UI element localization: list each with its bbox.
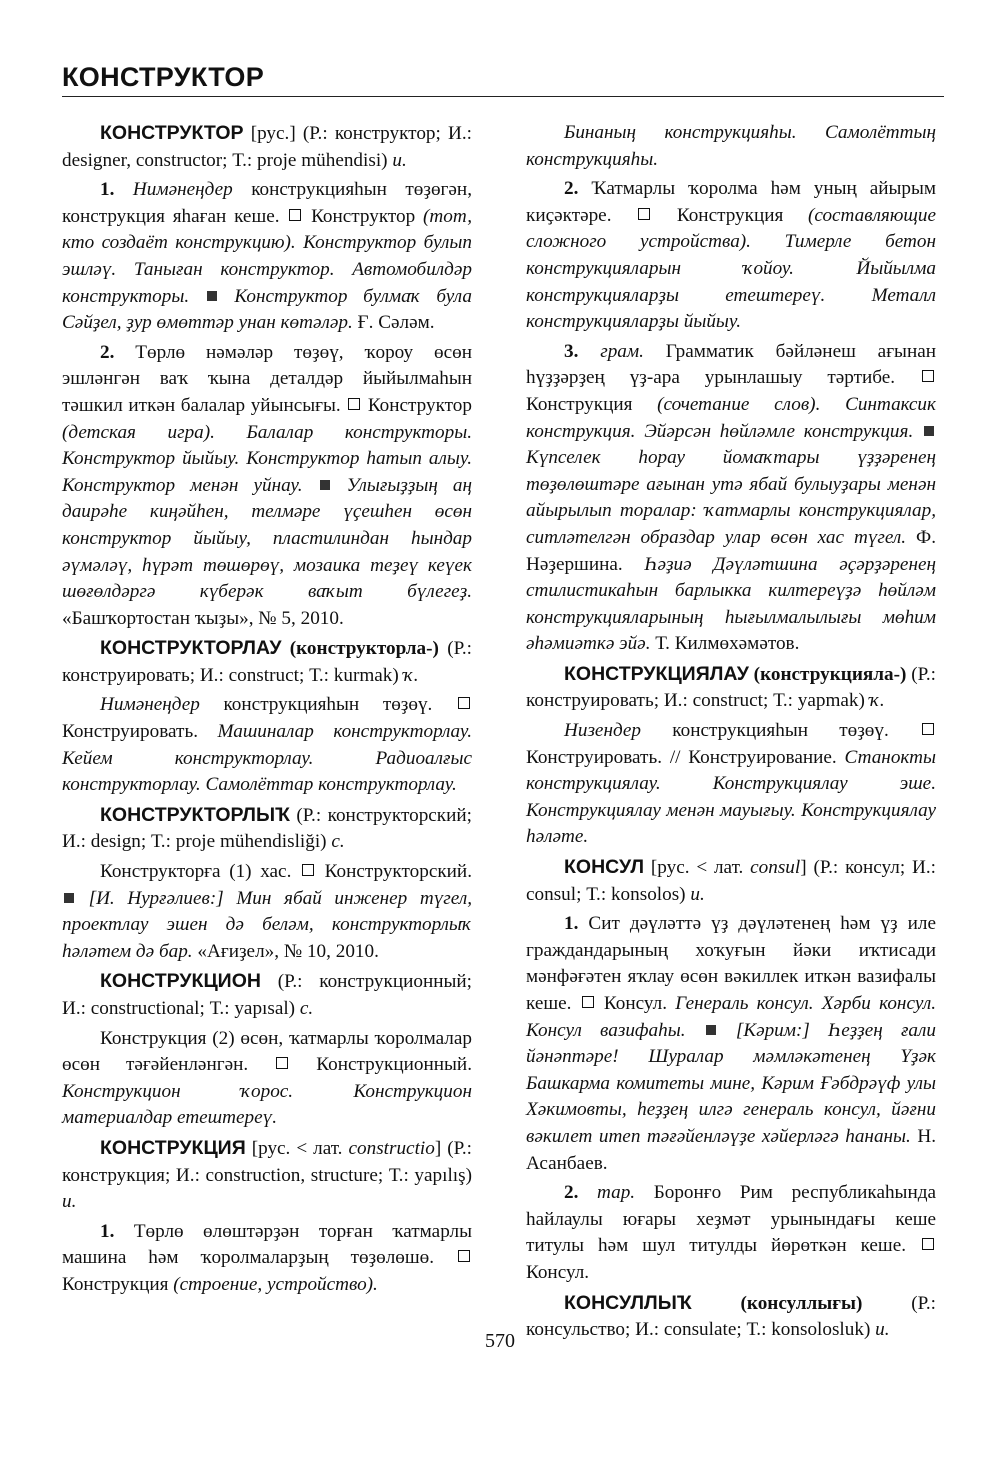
entry-text: конструкцияһын төҙөү.	[641, 720, 920, 742]
entry-text: «Ағиҙел», № 10, 2010.	[197, 940, 379, 962]
entry-paragraph	[62, 802, 472, 856]
entry-text: Нимәнеңдер	[132, 179, 233, 201]
entry-text: и.	[690, 883, 705, 905]
entry-paragraph	[526, 854, 936, 908]
entry-text: Генераль консул. Хәрби консул. Консул вазифаһы.	[526, 993, 937, 1041]
headword: КОНСУЛ	[564, 856, 645, 879]
right-column	[526, 120, 936, 1347]
entry-paragraph	[62, 859, 472, 965]
entry-text: [рус. < лат.	[644, 857, 751, 879]
entry-text: Конструкцион ҡорос. Конструкцион материалдар етештереү.	[62, 1080, 472, 1129]
equivalent-square-icon	[302, 864, 314, 876]
headword: КОНСУЛЛЫҠ	[564, 1291, 692, 1314]
entry-text: Бинаның конструкцияһы. Самолёттың конструкцияһы.	[526, 122, 936, 170]
entry-text: [И. Нурғәлиев:] Мин ябай инженер түгел, проектлау эшен дә беләм, конструкторлыҡ һәләтем дә бар.	[62, 887, 472, 962]
entry-paragraph	[62, 635, 472, 689]
entry-text: Конструировать.	[62, 721, 218, 743]
entry-text: Ф. Нәҙершина.	[526, 526, 936, 575]
entry-paragraph	[526, 120, 936, 173]
entry-text: (детская игра). Балалар конструкторы. Конструктор йыйыу. Конструктор һатып алыу. Конструктор менән уйнау.	[62, 421, 472, 496]
entry-text: Сит дәүләттә үҙ дәүләтенең һәм үҙ иле граждандарының хоҡуғын йәки иҡтисади мәнфәғәтен яҡлау өсөн вәкиллек иткән вазифалы кеше.	[526, 913, 936, 1014]
entry-text: Грамматик бәйләнеш ағынан һүҙҙәрҙең үҙ-ара урынлашыу тәртибе.	[526, 340, 937, 389]
entry-text: Конструктор булмаҡ була Сәйҙел, ҙур өмөттәр унан көтәләр.	[62, 285, 472, 334]
entry-paragraph	[526, 339, 936, 658]
running-head: КОНСТРУКТОР	[62, 62, 265, 92]
headword: КОНСТРУКЦИОН	[100, 970, 261, 993]
entry-text: Т. Килмөхәмәтов.	[655, 633, 800, 655]
entry-text: (тот, кто создаёт конструкцию). Конструктор булып эшләү. Таныған конструктор. Автомобилдәр конструкторы.	[62, 205, 472, 307]
entry-text: Консул.	[526, 1261, 590, 1283]
entry-paragraph	[62, 1135, 472, 1216]
entry-text: Конструкция (2) өсөн, ҡатмарлы ҡоролмалар өсөн тәғәйенләнгән.	[62, 1027, 472, 1076]
page-number: 570	[485, 1330, 515, 1352]
entry-text: constructio	[348, 1137, 435, 1159]
equivalent-square-icon	[458, 1250, 470, 1262]
example-block-icon	[706, 1025, 716, 1035]
entry-text: (Р.: конструировать; И.: construct; Т.: yapmak)	[526, 663, 936, 712]
entry-text: Һәҙиә Дәүләтшина әҫәрҙәренең стилистикаһын барлыкка килтереүҙә һөйләм конструкцияларының һығылмалылығы мөһим әһәмиәткә эйә.	[526, 553, 936, 655]
entry-text: (составляющие сложного устройства). Тимерле бетон конструкцияларын ҡойоу. Йыйылма конструкцияларҙы етештереү. Металл конструкцияларҙы йыйыу.	[526, 204, 936, 333]
equivalent-square-icon	[922, 723, 934, 735]
entry-paragraph	[526, 176, 936, 336]
entry-paragraph	[62, 177, 472, 337]
entry-text: ] (Р.: консул; И.: consul; Т.: konsolos)	[526, 857, 936, 905]
entry-text: Күпселек һорау йомаҡтары үҙҙәренең төҙөлөштәре ағынан утә ябай булыуҙары менән айырылып торалар: ҡатмарлы конструкциялар, ситләтелгән образдар улар өсөн хас түгел.	[526, 447, 936, 548]
example-block-icon	[320, 480, 330, 490]
entry-text: грам.	[600, 340, 644, 362]
equivalent-square-icon	[289, 209, 301, 221]
entry-text: «Башҡортостан ҡыҙы», № 5, 2010.	[62, 607, 344, 629]
entry-text: (консуллығы)	[691, 1292, 912, 1314]
headword: КОНСТРУКТОРЛАУ	[100, 637, 282, 660]
entry-text: Машиналар конструкторлау. Кейем конструкторлау. Радиоалғыс конструкторлау. Самолёттар конструкторлау.	[62, 721, 472, 796]
entry-text: [рус.] (Р.: конструктор; И.: designer, constructor; Т.: proje mühendisi)	[62, 123, 472, 171]
equivalent-square-icon	[348, 398, 360, 410]
headword: КОНСТРУКЦИЯ	[100, 1136, 246, 1159]
entry-paragraph	[62, 692, 472, 798]
entry-text: Конструировать. // Конструирование.	[526, 746, 845, 768]
headword: КОНСТРУКЦИЯЛАУ	[564, 662, 749, 685]
entry-text: (Р.: конструкторский; И.: design; Т.: proje mühendisliği)	[62, 804, 472, 853]
entry-text: Төрлө нәмәләр төҙөү, ҡороу өсөн эшләнгән ваҡ ҡына деталдәр йыйылмаһын тәшкил иткән балалар уйынсығы.	[62, 341, 472, 416]
entry-text: и.	[392, 149, 407, 171]
entry-text: Конструкция	[526, 393, 658, 415]
entry-text: тар.	[597, 1182, 636, 1204]
entry-text: 2.	[564, 1182, 598, 1204]
entry-text: Конструкторға (1) хас.	[100, 861, 301, 883]
example-block-icon	[924, 426, 934, 436]
entry-text: (Р.: консульство; И.: consulate; Т.: konsolosluk)	[526, 1292, 936, 1341]
entry-text: Конструктор	[362, 394, 472, 416]
entry-text: и.	[62, 1191, 77, 1213]
entry-text: ҡ.	[403, 664, 419, 686]
entry-paragraph	[526, 718, 936, 851]
entry-text: Консул.	[595, 993, 676, 1014]
example-block-icon	[207, 291, 217, 301]
entry-paragraph	[526, 1180, 936, 1286]
entry-text: [Кәрим:] Һеҙҙең ғали йәнәптәре! Шуралар мәмләкәтенең Үҙәк Башкарма комитеты мине, Кәрим Ғәбдрәүф улы Хәкимовты, һеҙҙең илгә генераль консул, йәғни вәкилет итеп тәғәйенләүҙе хәйерләгә һананы.	[526, 1019, 936, 1147]
entry-text: и.	[875, 1319, 890, 1341]
entry-text: (конструкциялa-)	[748, 663, 912, 685]
entry-text: Станокты конструкциялау. Конструкциялау эше. Конструкциялау менән мауығыу. Конструкциялау һәләте.	[526, 746, 936, 848]
entry-paragraph	[62, 1026, 472, 1132]
entry-text: 3.	[564, 340, 601, 362]
entry-text: Низендер	[564, 720, 642, 742]
entry-paragraph	[62, 340, 472, 633]
entry-paragraph	[62, 968, 472, 1022]
equivalent-square-icon	[582, 996, 594, 1008]
left-column	[62, 120, 472, 1302]
entry-text: Н. Асанбаев.	[526, 1125, 936, 1174]
entry-paragraph	[526, 661, 936, 715]
entry-text: consul	[750, 857, 801, 879]
entry-text: Конструкция	[62, 1273, 174, 1295]
entry-text: конструкцияһын төҙөгән, конструкция яһаған кеше.	[62, 179, 472, 227]
entry-text: конструкцияһын төҙөү.	[199, 694, 456, 716]
equivalent-square-icon	[922, 370, 934, 382]
entry-text: (конструкторла-)	[281, 638, 448, 660]
entry-text: 1.	[564, 913, 589, 935]
equivalent-square-icon	[458, 697, 470, 709]
entry-text: Төрлө өлөштәрҙән торған ҡатмарлы машина һәм ҡоролмаларҙың төҙөлөшө.	[62, 1220, 472, 1269]
equivalent-square-icon	[276, 1057, 288, 1069]
entry-text: Нимәнеңдер	[100, 694, 200, 716]
entry-text: с.	[299, 998, 314, 1019]
headword: КОНСТРУКТОРЛЫҠ	[100, 803, 290, 826]
entry-text: (строение, устройство).	[173, 1273, 378, 1295]
entry-text: 1.	[100, 1220, 134, 1242]
entry-text: 1.	[100, 179, 133, 201]
entry-text: ҡ.	[869, 690, 885, 712]
entry-text: Боронғо Рим республикаһында һайлаулы юғары хеҙмәт урынындағы кеше титулы һәм шул титулды йөрөткән кеше.	[526, 1182, 936, 1257]
entry-text: Улығыҙҙың аң даирәһе киңәйһен, телмәре үҫешһен өсөн конструктор йыйыу, пластилиндан һындар әүмәләү, һүрәт төшөрөү, мозаика теҙеү кеүек шөғөлдәргә күберәк ваҡыт бүлегеҙ.	[62, 474, 472, 603]
equivalent-square-icon	[922, 1238, 934, 1250]
entry-text: 2.	[100, 341, 136, 363]
headword: КОНСТРУКТОР	[100, 122, 244, 144]
entry-text: Ғ. Сәләм.	[357, 312, 435, 334]
example-block-icon	[64, 893, 74, 903]
equivalent-square-icon	[638, 208, 650, 220]
entry-paragraph	[62, 120, 472, 174]
entry-text: ] (Р.: конструкция; И.: construction, structure; Т.: yapılış)	[62, 1137, 472, 1186]
entry-text: (сочетание слов). Синтаксик конструкция. Эйәрсән һөйләмле конструкция.	[526, 393, 936, 442]
entry-text: [рус. < лат.	[245, 1137, 349, 1159]
entry-text: 2.	[564, 178, 592, 200]
entry-text: Конструкция	[652, 204, 809, 226]
entry-paragraph	[526, 911, 936, 1177]
entry-paragraph	[62, 1219, 472, 1299]
header-rule	[62, 96, 944, 97]
entry-text: с.	[331, 831, 345, 853]
entry-text: Конструкционный.	[290, 1054, 472, 1076]
entry-text: (Р.: конструировать; И.: construct; Т.: kurmak)	[62, 638, 472, 686]
entry-text: Конструкторский.	[316, 861, 472, 883]
entry-text: Конструктор	[303, 205, 424, 227]
entry-text: (Р.: конструкционный; И.: constructional; Т.: yapısal)	[62, 971, 472, 1019]
entry-text: Ҡатмарлы ҡоролма һәм уның айырым киҫәктәре.	[526, 178, 936, 226]
